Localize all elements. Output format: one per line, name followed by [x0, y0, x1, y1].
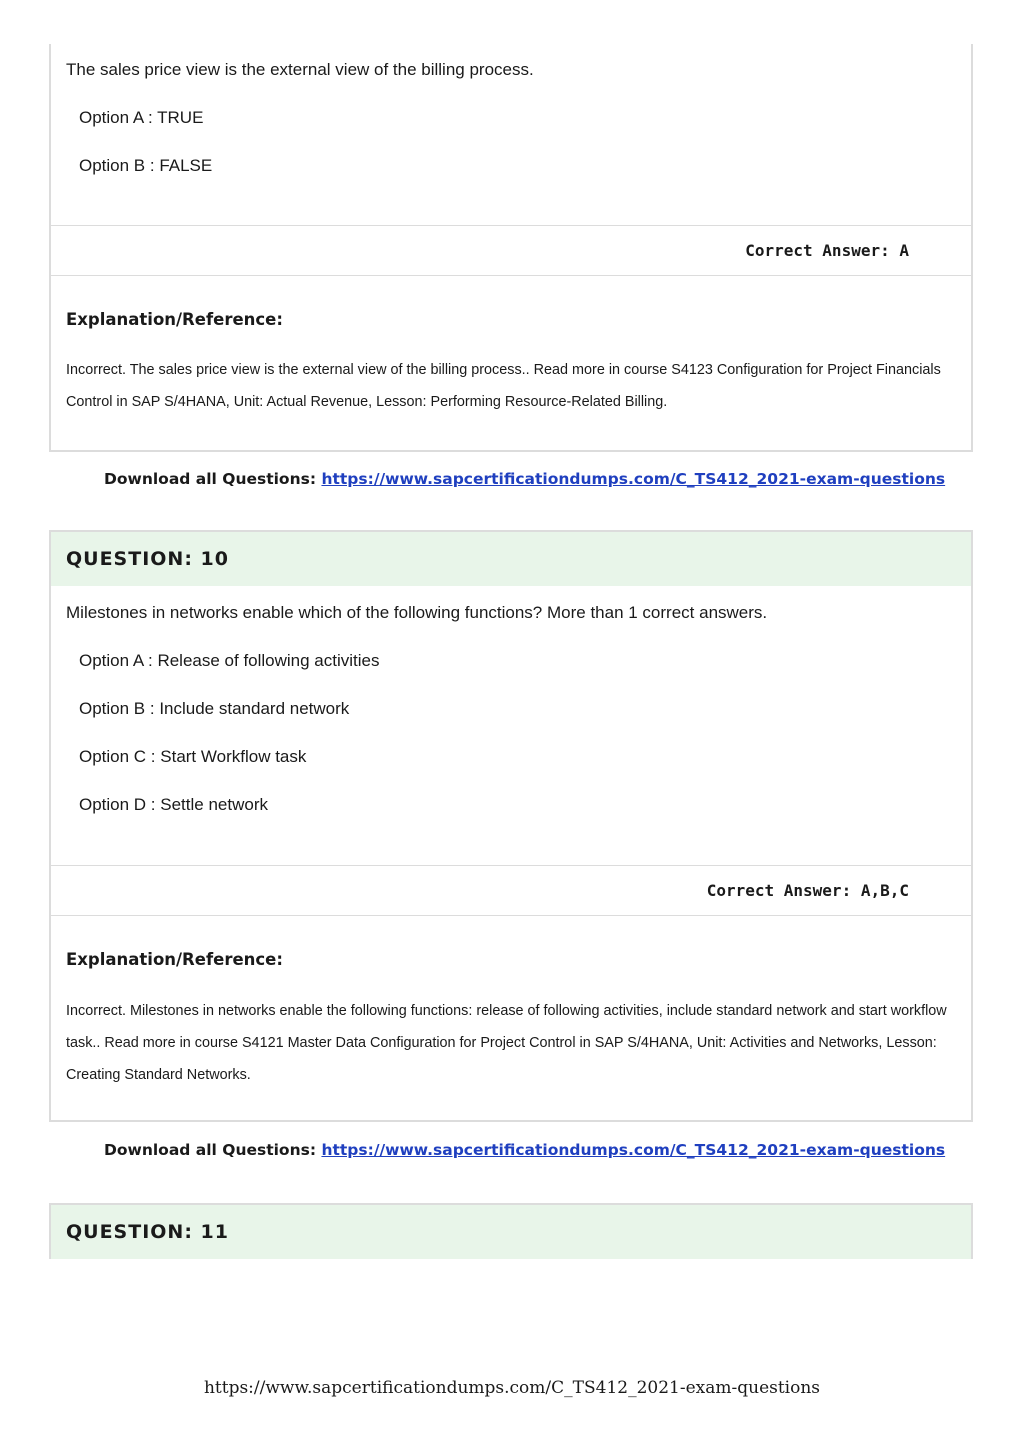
download-label: Download all Questions:: [104, 1141, 317, 1159]
question-10-title: QUESTION: 10: [66, 548, 229, 570]
question-9-text: The sales price view is the external view of the billing process.: [66, 60, 534, 79]
question-10-option-a[interactable]: Option A : Release of following activities: [79, 651, 380, 670]
question-9-card: [49, 44, 973, 452]
question-10-option-d[interactable]: Option D : Settle network: [79, 795, 268, 814]
question-10-explanation-text: Incorrect. Milestones in networks enable the following functions: release of following activities, include standard network and start workflow task.. Read more in course S4121 Master Data Configuration for Project Control in SAP S/4HANA, Unit: Activities and Networks, Lesson: Creating Standard Networks.: [66, 1003, 947, 1083]
question-11-title: QUESTION: 11: [66, 1221, 229, 1243]
download-link[interactable]: https://www.sapcertificationdumps.com/C_TS412_2021-exam-questions: [321, 470, 946, 488]
question-10-option-c[interactable]: Option C : Start Workflow task: [79, 747, 307, 766]
question-10-card: [49, 530, 973, 1122]
download-line-2: [104, 1141, 945, 1159]
question-9-answer-row: [51, 225, 971, 276]
download-line-1: [104, 470, 945, 488]
question-10-text: Milestones in networks enable which of the following functions? More than 1 correct answers.: [66, 603, 768, 622]
question-9-correct-answer: Correct Answer: A: [745, 241, 909, 260]
question-11-card: [49, 1203, 973, 1259]
question-10-answer-row: [51, 865, 971, 916]
download-label: Download all Questions:: [104, 470, 317, 488]
download-link[interactable]: https://www.sapcertificationdumps.com/C_TS412_2021-exam-questions: [321, 1141, 946, 1159]
question-10-explanation-title: Explanation/Reference:: [66, 950, 283, 969]
question-9-explanation-text: Incorrect. The sales price view is the external view of the billing process.. Read more in course S4123 Configuration for Project Financials Control in SAP S/4HANA, Unit: Actual Revenue, Lesson: Performing Resource-Related Billing.: [66, 362, 941, 410]
question-9-explanation-title: Explanation/Reference:: [66, 310, 283, 329]
question-10-correct-answer: Correct Answer: A,B,C: [706, 881, 909, 900]
question-9-option-a[interactable]: Option A : TRUE: [79, 108, 204, 127]
question-11-header: [51, 1205, 971, 1259]
question-9-option-b[interactable]: Option B : FALSE: [79, 156, 213, 175]
question-10-header: [51, 532, 971, 586]
question-10-option-b[interactable]: Option B : Include standard network: [79, 699, 350, 718]
page-footer-url: https://www.sapcertificationdumps.com/C_TS412_2021-exam-questions: [203, 1378, 821, 1398]
